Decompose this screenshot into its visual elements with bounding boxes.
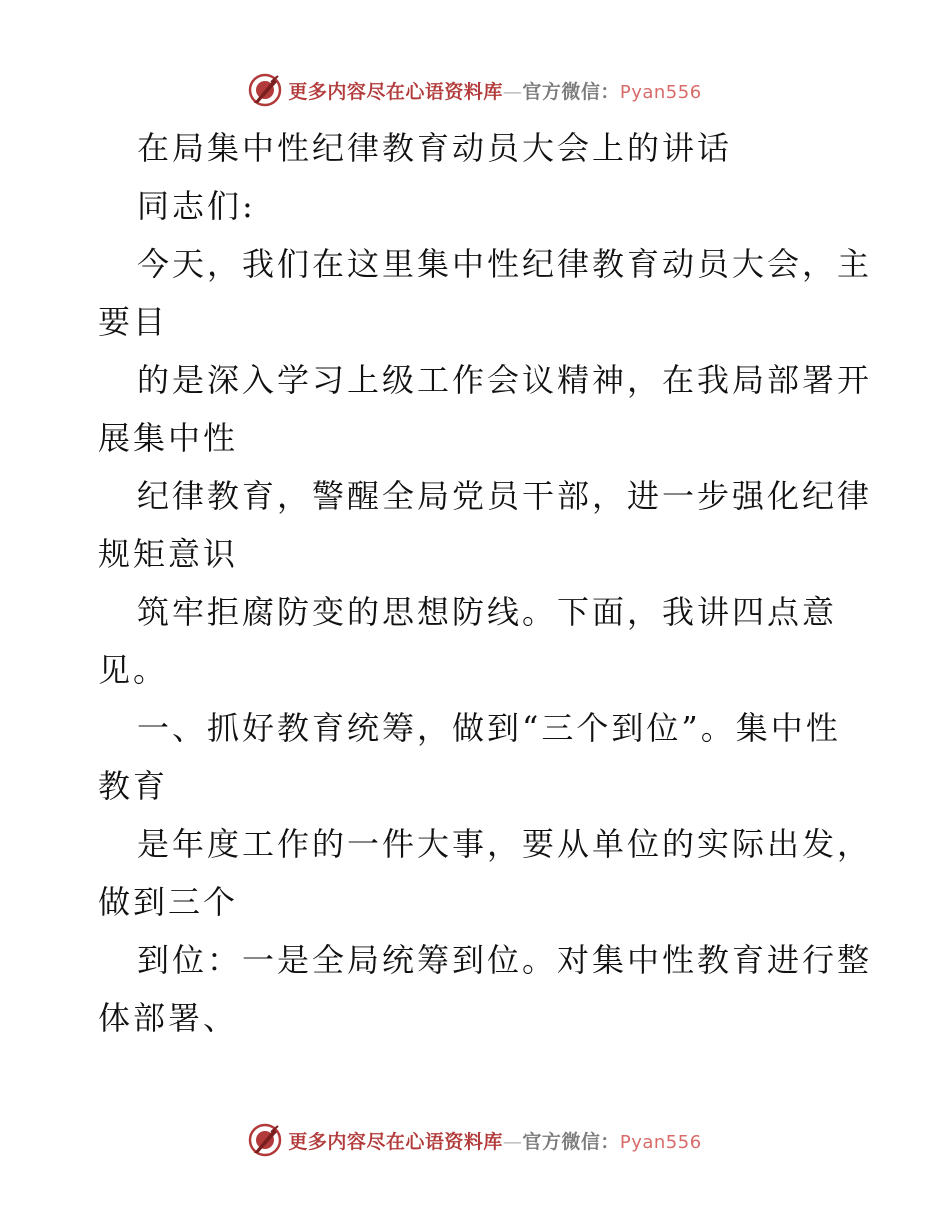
- watermark-main-text: 更多内容尽在心语资料库: [288, 80, 503, 103]
- quill-logo-icon: [248, 73, 282, 107]
- watermark-dash: —: [502, 80, 523, 103]
- watermark-main-text: 更多内容尽在心语资料库: [288, 1130, 503, 1153]
- paragraph-line: 展集中性: [98, 419, 239, 457]
- paragraph-line: 纪律教育，警醒全局党员干部，进一步强化纪律: [137, 477, 873, 515]
- paragraph-line: 要目: [98, 303, 169, 341]
- paragraph-line: 到位：一是全局统筹到位。对集中性教育进行整: [137, 941, 873, 979]
- paragraph-line: 规矩意识: [98, 535, 239, 573]
- paragraph-line: 的是深入学习上级工作会议精神，在我局部署开: [137, 361, 873, 399]
- watermark-wechat-id: Pyan556: [619, 81, 702, 103]
- paragraph-line: 体部署、: [98, 999, 239, 1037]
- paragraph-line: 是年度工作的一件大事，要从单位的实际出发，: [137, 825, 873, 863]
- paragraph-line: 筑牢拒腐防变的思想防线。下面，我讲四点意: [137, 593, 838, 631]
- watermark-dash: —: [502, 1130, 523, 1153]
- paragraph-line: 做到三个: [98, 883, 239, 921]
- paragraph-line: 教育: [98, 767, 169, 805]
- watermark-sub-text: 官方微信：: [522, 1130, 620, 1153]
- footer-watermark: [0, 1122, 950, 1158]
- salutation: 同志们:: [137, 187, 256, 225]
- header-watermark: [0, 72, 950, 108]
- quill-logo-icon: [248, 1123, 282, 1157]
- section-heading-line: 一、抓好教育统筹，做到“三个到位”。集中性: [137, 709, 841, 747]
- paragraph-line: 今天，我们在这里集中性纪律教育动员大会，主: [137, 245, 873, 283]
- paragraph-line: 见。: [98, 651, 169, 689]
- watermark-sub-text: 官方微信：: [522, 80, 620, 103]
- watermark-wechat-id: Pyan556: [619, 1131, 702, 1153]
- document-title: 在局集中性纪律教育动员大会上的讲话: [137, 129, 733, 167]
